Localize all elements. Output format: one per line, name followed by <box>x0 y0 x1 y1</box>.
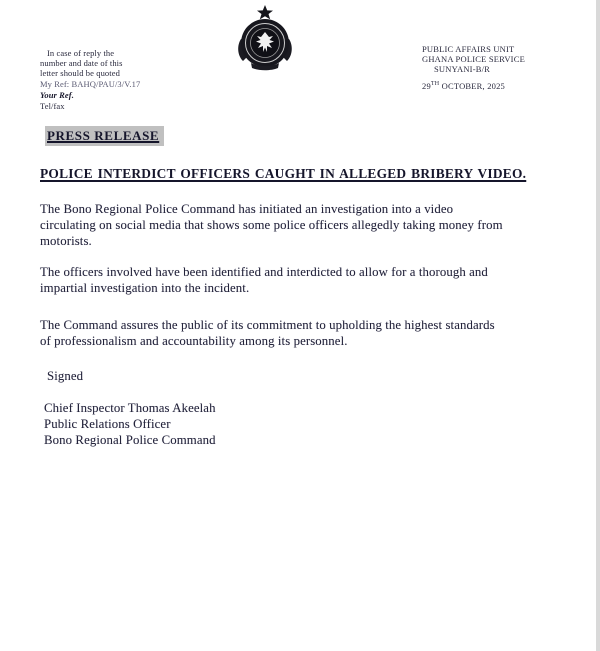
reply-note-line: In case of reply the <box>47 48 115 58</box>
press-release-label: PRESS RELEASE <box>45 126 164 146</box>
paragraph-line: The Bono Regional Police Command has initiated an investigation into a video <box>40 202 454 216</box>
signed-label: Signed <box>47 369 84 383</box>
date-month-year: OCTOBER, 2025 <box>439 81 506 91</box>
signature-block <box>44 400 574 448</box>
your-ref: Your Ref. <box>40 90 74 100</box>
location: SUNYANI-B/R <box>434 64 491 74</box>
unit-name: PUBLIC AFFAIRS UNIT <box>422 44 515 54</box>
letter-date <box>422 81 525 91</box>
service-name: GHANA POLICE SERVICE <box>422 54 525 64</box>
tel-fax: Tel/fax <box>40 101 65 111</box>
signatory-title: Public Relations Officer <box>44 417 171 431</box>
signatory-command: Bono Regional Police Command <box>44 433 216 447</box>
my-ref: My Ref: BAHQ/PAU/3/V.17 <box>40 79 141 89</box>
paragraph-line: The Command assures the public of its commitment to upholding the highest standards <box>40 318 495 332</box>
page-right-edge <box>596 0 600 651</box>
paragraph-line: The officers involved have been identified and interdicted to allow for a thorough and <box>40 265 488 279</box>
document-title: POLICE INTERDICT OFFICERS CAUGHT IN ALLEGED BRIBERY VIDEO. <box>40 166 527 181</box>
paragraph-1 <box>40 201 570 249</box>
paragraph-2 <box>40 264 570 296</box>
paragraph-line: circulating on social media that shows some police officers allegedly taking money from <box>40 218 503 232</box>
paragraph-line: impartial investigation into the incident. <box>40 281 250 295</box>
paragraph-line: motorists. <box>40 234 92 248</box>
unit-address-block <box>422 44 525 91</box>
date-day: 29 <box>422 81 431 91</box>
signatory-name: Chief Inspector Thomas Akeelah <box>44 401 216 415</box>
reply-note-line: letter should be quoted <box>40 68 120 78</box>
reply-note-line: number and date of this <box>40 58 123 68</box>
paragraph-line: of professionalism and accountability among its personnel. <box>40 334 348 348</box>
date-ordinal: TH <box>430 81 440 88</box>
ghana-police-crest-icon <box>233 5 297 71</box>
paragraph-3 <box>40 317 570 349</box>
reference-block <box>40 48 140 111</box>
